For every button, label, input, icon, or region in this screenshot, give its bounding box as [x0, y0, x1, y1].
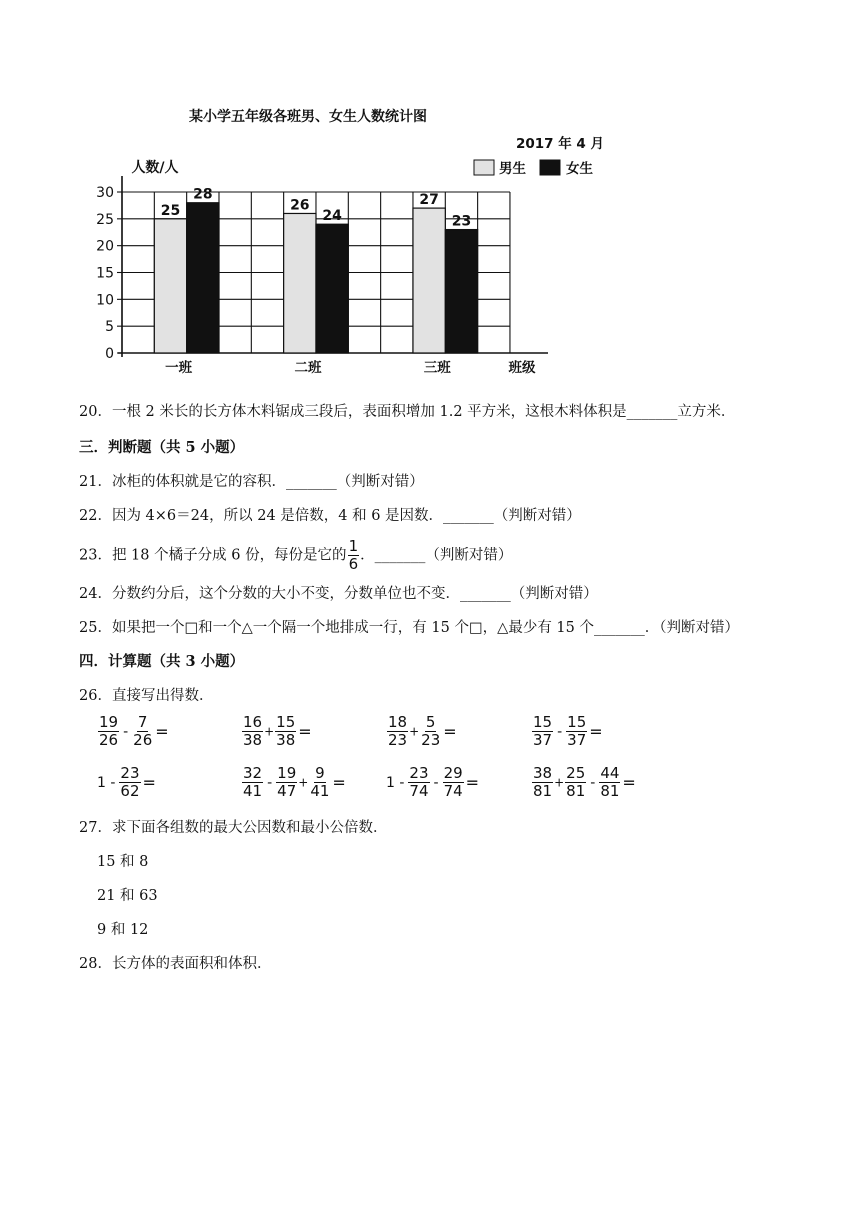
question-27: 27．求下面各组数的最大公因数和最小公倍数． — [79, 820, 388, 836]
fraction-one-sixth — [348, 538, 360, 573]
fraction-numerator: 32 — [243, 764, 263, 782]
expr-1-4 — [531, 714, 603, 749]
question-28: 28．长方体的表面积和体积． — [79, 956, 272, 972]
q27-item-3: 9 和 12 — [97, 922, 149, 938]
bar-boys — [154, 219, 186, 353]
expr-2-2 — [241, 765, 346, 800]
y-tick-label: 0 — [105, 346, 114, 362]
legend-label-boys: 男生 — [499, 161, 526, 177]
bar-girls — [316, 224, 348, 353]
fraction — [532, 765, 553, 800]
operator: - — [557, 723, 563, 740]
fraction-denominator: 23 — [388, 731, 408, 749]
fraction-numerator: 1 — [348, 537, 359, 555]
data-label: 26 — [290, 197, 310, 214]
bar-girls — [445, 230, 477, 353]
fraction-denominator: 37 — [567, 731, 587, 749]
operator: + — [298, 775, 309, 790]
fraction-numerator: 19 — [277, 764, 297, 782]
fraction — [387, 714, 408, 749]
y-tick-label: 20 — [96, 238, 114, 255]
y-axis-label: 人数/人 — [131, 160, 179, 176]
equals-sign: = — [443, 722, 457, 741]
fraction — [275, 714, 296, 749]
fraction-numerator: 15 — [276, 713, 296, 731]
fraction — [242, 765, 263, 800]
equals-sign: = — [142, 773, 156, 792]
y-tick-label: 5 — [105, 319, 114, 336]
leading-term: 1 - — [386, 774, 405, 791]
section-3-heading: 三．判断题（共 5 小题） — [79, 439, 245, 456]
fraction-numerator: 19 — [99, 713, 119, 731]
leading-term: 1 - — [97, 774, 116, 791]
fraction-denominator: 6 — [348, 555, 359, 573]
chart-title: 某小学五年级各班男、女生人数统计图 — [189, 109, 427, 125]
fraction — [420, 714, 441, 749]
fraction-numerator: 29 — [443, 764, 463, 782]
expr-1-3 — [386, 714, 457, 749]
fraction-numerator: 7 — [137, 713, 148, 731]
x-axis-label: 班级 — [508, 360, 536, 376]
fraction-denominator: 81 — [600, 782, 620, 800]
fraction — [532, 714, 553, 749]
expr-2-3 — [386, 765, 479, 800]
operator: + — [409, 724, 420, 739]
legend-swatch-girls — [540, 160, 560, 175]
question-23 — [79, 538, 512, 573]
fraction-denominator: 41 — [310, 782, 330, 800]
fraction-numerator: 23 — [409, 764, 429, 782]
q27-item-2: 21 和 63 — [97, 888, 158, 904]
operator: - — [123, 723, 129, 740]
equals-sign: = — [332, 773, 346, 792]
expr-1-1 — [97, 714, 169, 749]
fraction-denominator: 26 — [99, 731, 119, 749]
equals-sign: = — [622, 773, 636, 792]
fraction — [242, 714, 263, 749]
operator: - — [590, 774, 596, 791]
operator: + — [264, 724, 275, 739]
fraction-denominator: 38 — [243, 731, 263, 749]
bar-boys — [284, 213, 316, 353]
question-21: 21．冰柜的体积就是它的容积．_______（判断对错） — [79, 474, 424, 490]
equals-sign: = — [589, 722, 603, 741]
x-tick-label: 二班 — [294, 360, 322, 376]
fraction-numerator: 5 — [425, 713, 436, 731]
fraction-numerator: 44 — [600, 764, 620, 782]
fraction-numerator: 18 — [388, 713, 408, 731]
y-tick-label: 15 — [96, 265, 114, 282]
question-23-suffix: ．_______（判断对错） — [360, 547, 513, 564]
fraction-numerator: 15 — [567, 713, 587, 731]
q27-item-1: 15 和 8 — [97, 854, 149, 870]
fraction-denominator: 38 — [276, 731, 296, 749]
y-tick-label: 25 — [96, 211, 114, 228]
section-4-heading: 四．计算题（共 3 小题） — [79, 653, 245, 670]
fraction — [566, 714, 587, 749]
y-tick-label: 30 — [96, 185, 114, 201]
fraction-numerator: 16 — [243, 713, 263, 731]
x-tick-label: 三班 — [423, 360, 451, 376]
question-26: 26．直接写出得数． — [79, 688, 214, 704]
fraction-denominator: 74 — [443, 782, 463, 800]
question-22: 22．因为 4×6＝24，所以 24 是倍数，4 和 6 是因数．_______（判断对错） — [79, 508, 581, 524]
data-label: 24 — [322, 208, 342, 225]
expr-1-2 — [241, 714, 312, 749]
question-24: 24．分数约分后，这个分数的大小不变，分数单位也不变．_______（判断对错） — [79, 586, 598, 602]
operator: - — [267, 774, 273, 791]
fraction-numerator: 9 — [315, 764, 325, 782]
fraction-denominator: 26 — [133, 731, 153, 749]
fraction-numerator: 23 — [120, 764, 140, 782]
fraction — [443, 765, 464, 800]
expr-2-1 — [97, 765, 156, 800]
fraction — [565, 765, 586, 800]
fraction-denominator: 47 — [277, 782, 297, 800]
class-gender-bar-chart — [0, 0, 860, 385]
fraction — [408, 765, 429, 800]
fraction — [98, 714, 119, 749]
data-label: 23 — [451, 213, 472, 230]
data-label: 27 — [419, 192, 439, 209]
operator: + — [554, 775, 565, 790]
fraction-denominator: 23 — [421, 731, 441, 749]
fraction — [132, 714, 153, 749]
bar-boys — [413, 208, 445, 353]
equals-sign: = — [155, 722, 169, 741]
question-25: 25．如果把一个□和一个△一个隔一个地排成一行，有 15 个□，△最少有 15 个_______．（判断对错） — [79, 620, 739, 636]
equals-sign: = — [298, 722, 312, 741]
operator: - — [433, 774, 439, 791]
question-23-prefix: 23．把 18 个橘子分成 6 份，每份是它的 — [79, 547, 347, 564]
fraction — [276, 765, 297, 800]
bar-girls — [187, 203, 219, 353]
question-20: 20．一根 2 米长的长方体木料锯成三段后，表面积增加 1.2 平方米，这根木料体积是_______立方米． — [79, 404, 736, 420]
fraction-numerator: 38 — [533, 764, 553, 782]
data-label: 25 — [160, 202, 181, 219]
fraction — [309, 765, 330, 800]
y-tick-label: 10 — [96, 292, 114, 309]
chart-bars — [154, 203, 477, 353]
equals-sign: = — [465, 773, 480, 792]
expr-2-4 — [531, 765, 636, 800]
fraction-denominator: 41 — [243, 782, 263, 800]
fraction-denominator: 81 — [566, 782, 586, 800]
legend-swatch-boys — [474, 160, 494, 175]
fraction-denominator: 81 — [533, 782, 553, 800]
fraction — [119, 765, 140, 800]
fraction-numerator: 15 — [533, 713, 553, 731]
data-label: 28 — [193, 186, 213, 203]
chart-subtitle: 2017 年 4 月 — [515, 136, 605, 152]
fraction-denominator: 37 — [533, 731, 553, 749]
fraction-numerator: 25 — [566, 764, 586, 782]
fraction-denominator: 62 — [120, 782, 140, 800]
fraction-denominator: 74 — [409, 782, 429, 800]
fraction — [599, 765, 620, 800]
legend-label-girls: 女生 — [566, 161, 593, 177]
x-tick-label: 一班 — [165, 360, 193, 376]
